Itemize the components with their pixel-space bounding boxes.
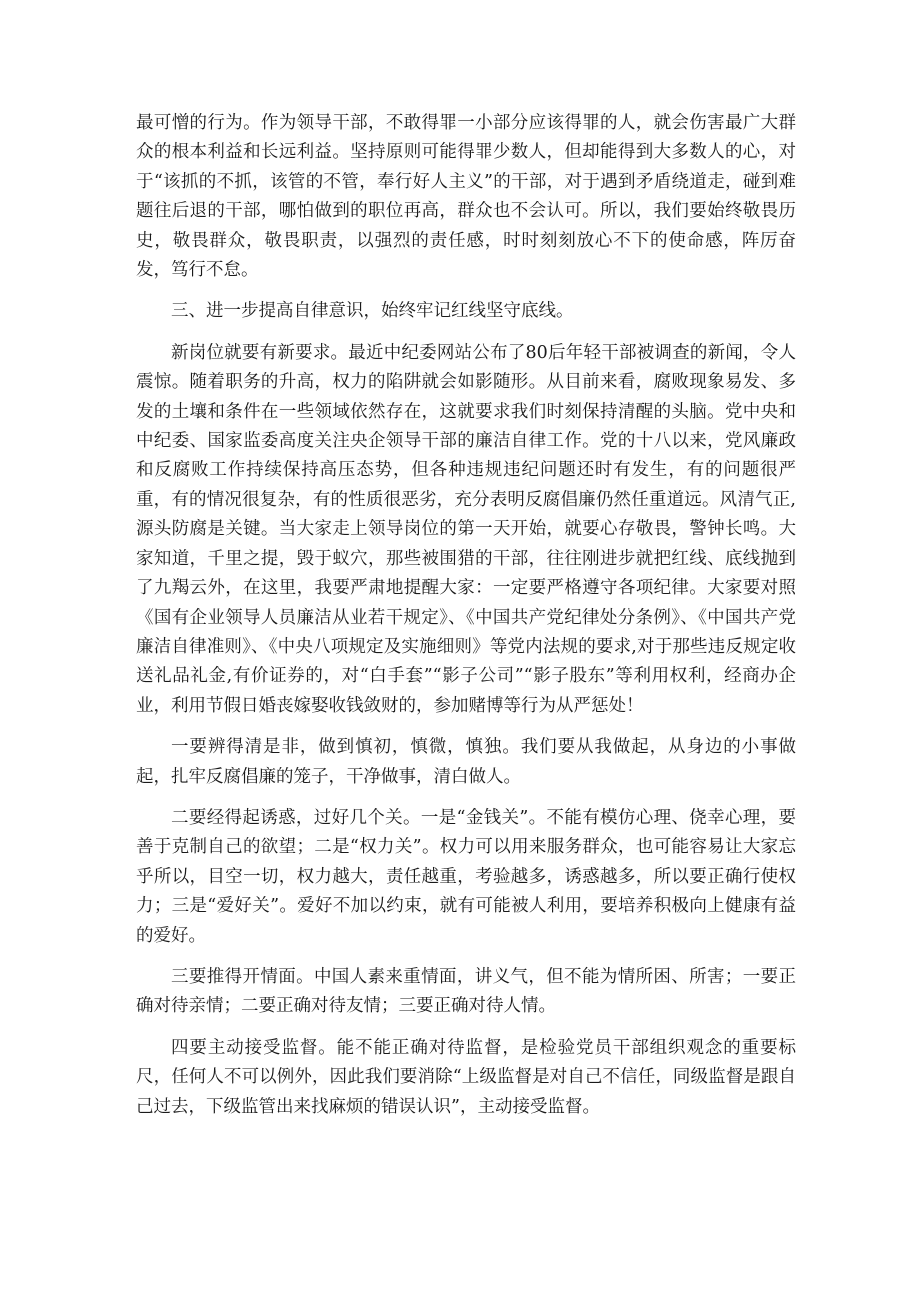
paragraph-point-four: 四要主动接受监督。能不能正确对待监督，是检验党员干部组织观念的重要标尺，任何人不可以例外，因此我们要消除“上级监督是对自己不信任，同级监督是跟自己过去，下级监管出来找麻烦的错误认识”，主动接受监督。 <box>136 1037 796 1117</box>
paragraph-point-two: 二要经得起诱惑，过好几个关。一是“金钱关”。不能有模仿心理、侥幸心理，要善于克制自己的欲望；二是“权力关”。权力可以用来服务群众，也可能容易让大家忘乎所以，目空一切，权力越大，责任越重，考验越多，诱惑越多，所以要正确行使权力；三是“爱好关”。爱好不加以约束，就有可能被人利用，要培养积极向上健康有益的爱好。 <box>136 807 796 946</box>
section-heading: 三、进一步提高自律意识，始终牢记红线坚守底线。 <box>171 301 574 322</box>
document-body <box>136 109 796 1134</box>
paragraph-continuation: 最可憎的行为。作为领导干部，不敢得罪一小部分应该得罪的人，就会伤害最广大群众的根本利益和长远利益。坚持原则可能得罪少数人，但却能得到大多数人的心，对于“该抓的不抓，该管的不管，奉行好人主义”的干部，对于遇到矛盾绕道走，碰到难题往后退的干部，哪怕做到的职位再高，群众也不会认可。所以，我们要始终敬畏历史，敬畏群众，敬畏职责，以强烈的责任感，时时刻刻放心不下的使命感，阵厉奋发，笃行不怠。 <box>136 113 796 281</box>
paragraph-new-requirements: 新岗位就要有新要求。最近中纪委网站公布了80后年轻干部被调查的新闻，令人震惊。随着职务的升高，权力的陷阱就会如影随形。从目前来看，腐败现象易发、多发的土壤和条件在一些领域依然存在，这就要求我们时刻保持清醒的头脑。党中央和中纪委、国家监委高度关注央企领导干部的廉洁自律工作。党的十八以来，党风廉政和反腐败工作持续保持高压态势，但各种违规违纪问题还时有发生，有的问题很严重，有的情况很复杂，有的性质很恶劣，充分表明反腐倡廉仍然任重道远。风清气正,源头防腐是关键。当大家走上领导岗位的第一天开始，就要心存敬畏，警钟长鸣。大家知道，千里之提，毁于蚁穴，那些被围猎的干部，往往刚进步就把红线、底线抛到了九羯云外，在这里，我要严肃地提醒大家：一定要严格遵守各项纪律。大家要对照《国有企业领导人员廉洁从业若干规定》、《中国共产党纪律处分条例》、《中国共产党廉洁自律准则》、《中央八项规定及实施细则》等党内法规的要求,对于那些违反规定收送礼品礼金,有价证券的，对“白手套”“影子公司”“影子股东”等利用权利，经商办企业，利用节假日婚丧嫁娶收钱敛财的，参加赌博等行为从严惩处！ <box>136 342 796 716</box>
paragraph-point-one: 一要辨得清是非，做到慎初，慎微，慎独。我们要从我做起，从身边的小事做起，扎牢反腐倡廉的笼子，干净做事，清白做人。 <box>136 737 796 787</box>
paragraph-point-three: 三要推得开情面。中国人素来重情面，讲义气，但不能为情所困、所害；一要正确对待亲情；二要正确对待友情；三要正确对待人情。 <box>136 966 796 1017</box>
